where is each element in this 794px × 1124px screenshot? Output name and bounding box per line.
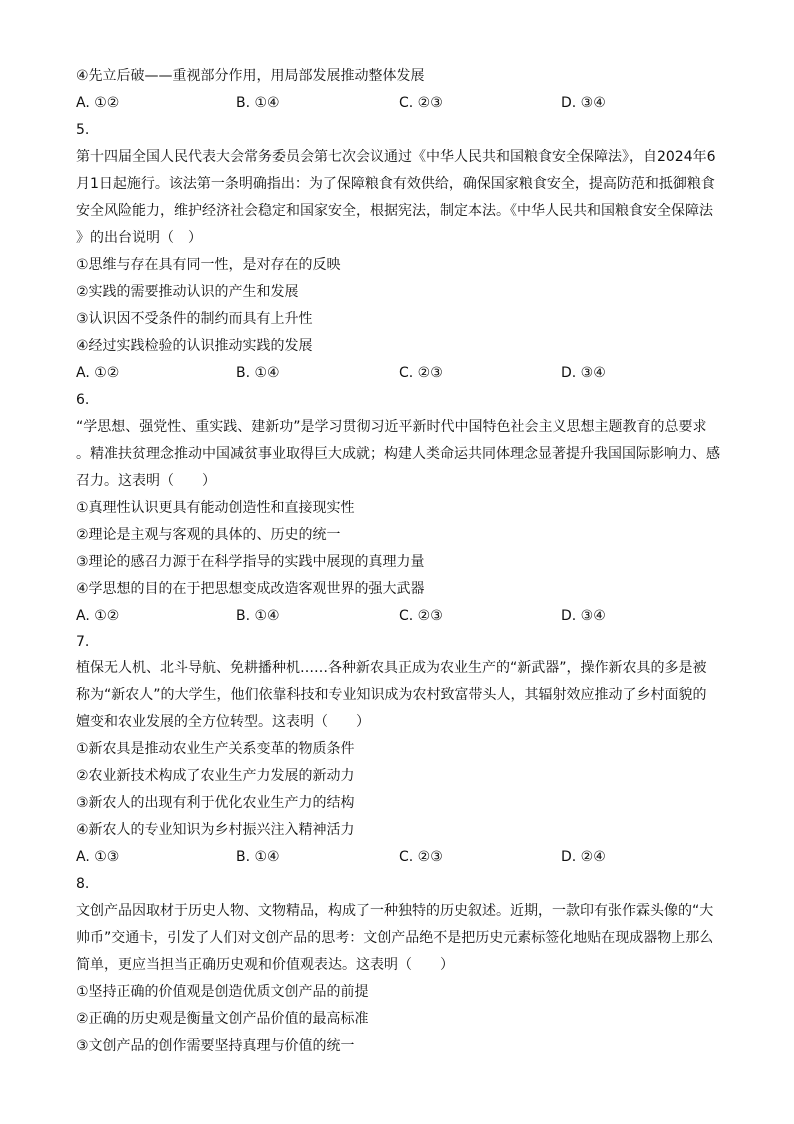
q6-stem-line: “学思想、强党性、重实践、建新功”是学习贯彻习近平新时代中国特色社会主义思想主题教育的总要求	[76, 419, 707, 435]
q8-stem-line: 文创产品因取材于历史人物、文物精品，构成了一种独特的历史叙述。近期，一款印有张作霖头像的“大	[76, 903, 714, 919]
q5-option-a: A. ①②	[76, 365, 120, 381]
q5-stem-line: 第十四届全国人民代表大会常务委员会第七次会议通过《中华人民共和国粮食安全保障法》，自2024年6	[76, 149, 716, 165]
q6-statement-2: ②理论是主观与客观的具体的、历史的统一	[76, 527, 341, 543]
q8-number: 8.	[76, 876, 90, 892]
q6-option-b: B. ①④	[236, 608, 280, 624]
q6-statement-1: ①真理性认识更具有能动创造性和直接现实性	[76, 500, 355, 516]
q7-number: 7.	[76, 634, 90, 650]
q5-statement-3: ③认识因不受条件的制约而具有上升性	[76, 311, 313, 327]
q5-stem-line: 安全风险能力，维护经济社会稳定和国家安全，根据宪法，制定本法。《中华人民共和国粮食安全保障法	[76, 203, 713, 219]
q8-stem-line: 简单，更应当担当正确历史观和价值观表达。这表明（ ）	[76, 957, 454, 973]
q7-statement-4: ④新农人的专业知识为乡村振兴注入精神活力	[76, 822, 355, 838]
q8-statement-2: ②正确的历史观是衡量文创产品价值的最高标准	[76, 1011, 369, 1027]
q6-option-a: A. ①②	[76, 608, 120, 624]
q5-stem-line: 月1日起施行。该法第一条明确指出：为了保障粮食有效供给，确保国家粮食安全，提高防范和抵御粮食	[76, 176, 715, 192]
q7-statement-1: ①新农具是推动农业生产关系变革的物质条件	[76, 741, 355, 757]
q7-stem-line: 植保无人机、北斗导航、免耕播种机……各种新农具正成为农业生产的“新武器”，操作新农具的多是被	[76, 660, 707, 676]
q7-statement-2: ②农业新技术构成了农业生产力发展的新动力	[76, 768, 355, 784]
q7-stem-line: 称为“新农人”的大学生，他们依靠科技和专业知识成为农村致富带头人，其辐射效应推动了乡村面貌的	[76, 687, 707, 703]
q5-option-b: B. ①④	[236, 365, 280, 381]
q5-statement-1: ①思维与存在具有同一性，是对存在的反映	[76, 257, 341, 273]
q4-statement-4: ④先立后破——重视部分作用，用局部发展推动整体发展	[76, 68, 425, 84]
q4-option-b: B. ①④	[236, 95, 280, 111]
q6-stem-line: 召力。这表明（ ）	[76, 473, 216, 489]
q6-option-c: C. ②③	[399, 608, 443, 624]
q5-statement-4: ④经过实践检验的认识推动实践的发展	[76, 338, 313, 354]
q5-option-d: D. ③④	[561, 365, 606, 381]
q5-number: 5.	[76, 122, 90, 138]
q5-statement-2: ②实践的需要推动认识的产生和发展	[76, 284, 299, 300]
q6-stem-line: 。精准扶贫理念推动中国减贫事业取得巨大成就；构建人类命运共同体理念显著提升我国国际影响力、感	[76, 446, 720, 462]
q5-stem-line: 》的出台说明（ ）	[76, 230, 202, 246]
q4-option-c: C. ②③	[399, 95, 443, 111]
q7-stem-line: 嬗变和农业发展的全方位转型。这表明（ ）	[76, 714, 370, 730]
q7-statement-3: ③新农人的出现有利于优化农业生产力的结构	[76, 795, 355, 811]
q8-stem-line: 帅币”交通卡，引发了人们对文创产品的思考：文创产品绝不是把历史元素标签化地贴在现成器物上那么	[76, 930, 714, 946]
q7-option-d: D. ②④	[561, 849, 606, 865]
q4-option-a: A. ①②	[76, 95, 120, 111]
q4-option-d: D. ③④	[561, 95, 606, 111]
q6-number: 6.	[76, 392, 90, 408]
q7-option-c: C. ②③	[399, 849, 443, 865]
q6-statement-4: ④学思想的目的在于把思想变成改造客观世界的强大武器	[76, 581, 425, 597]
q7-option-a: A. ①③	[76, 849, 120, 865]
q6-statement-3: ③理论的感召力源于在科学指导的实践中展现的真理力量	[76, 554, 425, 570]
q5-option-c: C. ②③	[399, 365, 443, 381]
q8-statement-3: ③文创产品的创作需要坚持真理与价值的统一	[76, 1038, 355, 1054]
q6-option-d: D. ③④	[561, 608, 606, 624]
q8-statement-1: ①坚持正确的价值观是创造优质文创产品的前提	[76, 984, 369, 1000]
q7-option-b: B. ①④	[236, 849, 280, 865]
